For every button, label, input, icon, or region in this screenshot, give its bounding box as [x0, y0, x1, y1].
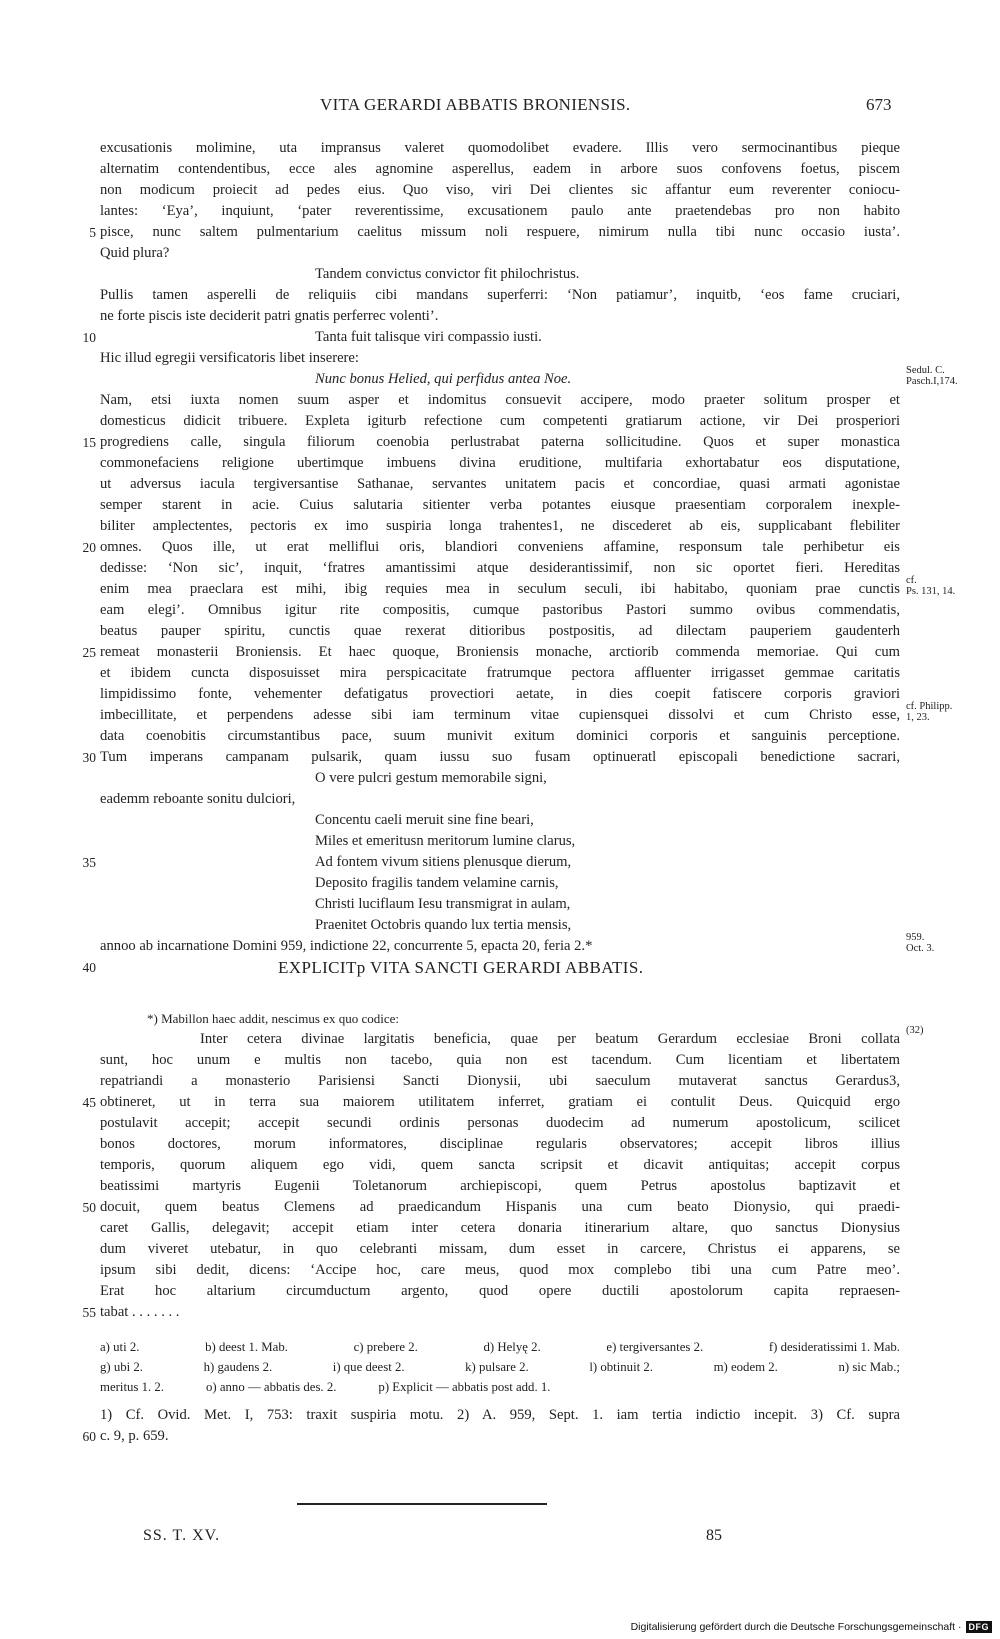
apparatus-line — [100, 1357, 900, 1377]
text-line — [100, 1071, 900, 1092]
text-line — [100, 390, 900, 411]
line-text: Concentu caeli meruit sine fine beari, — [315, 812, 534, 828]
line-number: 30 — [82, 750, 96, 765]
reference-notes — [82, 1405, 900, 1447]
text-line — [100, 831, 900, 852]
line-text: repatriandi a monasterio Parisiensi Sancti Dionysii, ubi saeculum mutaverat sanctus Gerardus3, — [100, 1073, 900, 1089]
text-line — [82, 642, 900, 663]
text-line — [100, 621, 900, 642]
line-text: c. 9, p. 659. — [100, 1428, 169, 1444]
line-text: biliter amplectentes, pectoris ex imo suspiria longa trahentes1, ne discederet ab eis, supplicabant flebiliter — [100, 518, 900, 534]
text-line — [100, 159, 900, 180]
text-line — [100, 474, 900, 495]
line-text: commonefaciens religione ubertimque imbuens divina eruditione, multifaria exhortabatur eos disputatione, — [100, 455, 900, 471]
line-text: tabat . . . . . . . — [100, 1304, 180, 1320]
apparatus-entry: i) que deest 2. — [332, 1360, 405, 1374]
line-text: ne forte piscis iste deciderit patri gnatis perferrec volenti’. — [100, 308, 439, 324]
apparatus-entry: h) gaudens 2. — [203, 1360, 273, 1374]
line-text: Praenitet Octobris quando lux tertia mensis, — [315, 917, 572, 933]
text-line — [89, 222, 900, 243]
line-text: non modicum proiecit ad pedes eius. Quo viso, viri Dei clientes sic affantur eum reverenter coniocu- — [100, 182, 900, 198]
text-line — [100, 932, 935, 957]
line-number: 50 — [82, 1200, 96, 1215]
line-text: Tum imperans campanam pulsarik, quam iussu suo fusam optinueratl episcopali benedictione sacrari, — [100, 749, 900, 765]
addendum-note: *) Mabillon haec addit, nescimus ex quo codice: — [147, 1011, 399, 1026]
line-text: enim mea praeclara est mihi, ibig requies mea in seculum seculi, ibi habitabo, quoniam prae cunctis — [100, 581, 900, 597]
text-line — [100, 1176, 900, 1197]
line-text: domesticus didicit tribuere. Expleta igiturb refectione cum competenti gratiarum actione, vir Dei prosperiori — [100, 413, 900, 429]
text-line — [82, 537, 900, 558]
text-line — [100, 894, 900, 915]
line-text: Christi luciflaum Iesu transmigrat in aulam, — [315, 896, 571, 912]
text-line — [100, 1113, 900, 1134]
text-line — [100, 768, 900, 789]
line-text: data coenobitis circumstantibus pace, suum munivit exitum dominici corporis et sanguinis perceptione. — [100, 728, 900, 744]
apparatus-entry: a) uti 2. — [100, 1340, 140, 1354]
line-text: remeat monasterii Broniensis. Et haec quoque, Broniensis monache, arctiorib commenda memoriae. Qui cum — [100, 644, 900, 660]
line-text: pisce, nunc saltem pulmentarium caelitus missum noli respuere, nimirum nulla tibi nunc occasio iusta’. — [100, 224, 900, 240]
page-footer — [0, 1527, 1000, 1551]
line-number: 35 — [82, 855, 96, 870]
text-line — [100, 495, 900, 516]
sheet-number: 85 — [706, 1527, 722, 1544]
apparatus-entry: m) eodem 2. — [713, 1360, 778, 1374]
apparatus-entry: n) sic Mab.; — [838, 1360, 900, 1374]
line-text: 1) Cf. Ovid. Met. I, 753: traxit suspiria motu. 2) A. 959, Sept. 1. iam tertia indictio incepit. 3) Cf. supra — [100, 1407, 900, 1423]
line-text: Nam, etsi iuxta nomen suum asper et indomitus consuevit accipere, modo praeter solitum prosper et — [100, 392, 900, 408]
volume-signature: SS. T. XV. — [143, 1527, 221, 1544]
text-line — [82, 327, 900, 348]
line-text: Quid plura? — [100, 245, 170, 261]
line-text: Hic illud egregii versificatoris libet inserere: — [100, 350, 359, 366]
page-header — [0, 95, 1000, 121]
text-line — [100, 663, 900, 684]
line-text: Ad fontem vivum sitiens plenusque dierum, — [315, 854, 572, 870]
line-text: eademm reboante sonitu dulciori, — [100, 791, 296, 807]
text-line — [100, 789, 900, 810]
line-number: 55 — [82, 1305, 96, 1320]
text-line — [100, 285, 900, 306]
apparatus-entry: e) tergiversantes 2. — [606, 1340, 704, 1354]
line-text: dum viveret utebatur, in quo celebranti missam, dum esset in carcere, Christus ei apparens, se — [100, 1241, 900, 1257]
page-number: 673 — [866, 95, 892, 114]
text-line — [100, 1155, 900, 1176]
text-line — [100, 306, 900, 327]
line-text: semper starent in acie. Cuius salutaria sitienter verba potantes eiusque praesentiam corporalem inexple- — [100, 497, 900, 513]
line-text: Erat hoc altarium circumductum argento, quod opere ductili apostolorum capita repraesen- — [100, 1283, 900, 1299]
text-line — [100, 1239, 900, 1260]
text-line — [82, 852, 900, 873]
apparatus-entry: meritus 1. 2. — [100, 1380, 164, 1394]
marginal-note: cf. Ps. 131, 14. — [906, 575, 956, 597]
line-text: docuit, quem beatus Clemens ad praedicandum Hispanis una cum beato Dionysio, qui praedi- — [100, 1199, 900, 1215]
line-text: dedisse: ‘Non sic’, inquit, ‘fratres amantissimi atque desiderantissimif, non sic oportet fieri. Hereditas — [100, 560, 900, 576]
credit-text: Digitalisierung gefördert durch die Deutsche Forschungsgemeinschaft · — [630, 1621, 962, 1633]
text-line — [82, 1426, 900, 1447]
text-line — [82, 1092, 900, 1113]
line-text: caret Gallis, delegavit; accepit etiam inter cetera donaria itinerarium altare, quo sanctus Dionysius — [100, 1220, 900, 1236]
line-text: bonos doctores, morum informatores, disciplinae regularis observatores; accepit libros illius — [100, 1136, 900, 1152]
line-text: obtineret, ut in terra sua maiorem utilitatem inferret, gratiam ei contulit Deus. Quicquid ergo — [100, 1094, 900, 1110]
main-text — [82, 138, 958, 978]
line-text: Nunc bonus Helied, qui perfidus antea Noe. — [315, 371, 572, 387]
text-line — [100, 1260, 900, 1281]
apparatus-entry: d) Helyę 2. — [483, 1340, 541, 1354]
line-text: ipsum sibi dedit, dicens: ‘Accipe hoc, care meus, quod mox complebo tibi una cum Patre meo’. — [100, 1262, 900, 1278]
text-line — [100, 915, 900, 936]
text-line — [100, 810, 900, 831]
line-text: limpidissimo fonte, vehementer defatigatus provectiori aetate, in dies coepit fatiscere corporis graviori — [100, 686, 900, 702]
apparatus-entry: b) deest 1. Mab. — [205, 1340, 288, 1354]
apparatus-entry: o) anno — abbatis des. 2. — [205, 1380, 337, 1394]
text-line — [100, 180, 900, 201]
text-line — [100, 411, 900, 432]
line-number: 45 — [82, 1095, 96, 1110]
line-number: 25 — [82, 645, 96, 660]
footer-rule — [297, 1503, 547, 1505]
text-line — [100, 1025, 924, 1050]
line-text: progrediens calle, singula filiorum coenobia perlustrabat paterna sollicitudine. Quos et super monastica — [100, 434, 900, 450]
line-text: Tanta fuit talisque viri compassio iusti. — [315, 329, 542, 345]
marginal-note: 959. Oct. 3. — [906, 932, 935, 954]
text-line — [82, 747, 900, 768]
text-line — [100, 701, 953, 726]
line-number: 15 — [82, 435, 96, 450]
line-text: imbecillitate, et perpendens adesse sibi iam terminum vitae cupiensquei dissolvi et cum Christo esse, — [100, 707, 900, 723]
text-line — [100, 201, 900, 222]
critical-apparatus — [100, 1337, 900, 1397]
apparatus-line — [100, 1337, 900, 1357]
text-line — [100, 1281, 900, 1302]
line-text: Tandem convictus convictor fit philochristus. — [315, 266, 580, 282]
text-line — [100, 264, 900, 285]
line-text: omnes. Quos ille, ut erat melliflui oris, blandiori conveniens affamine, responsum tale perhibetur eis — [100, 539, 900, 555]
marginal-note: (32) — [906, 1025, 924, 1036]
apparatus-entry: p) Explicit — abbatis post add. 1. — [378, 1380, 551, 1394]
line-text: excusationis molimine, uta impransus valeret quomodolibet evadere. Illis vero sermocinantibus pieque — [100, 140, 900, 156]
line-text: temporis, quorum aliquem ego vidi, quem sancta scripsit et dicavit antiquitas; accepit corpus — [100, 1157, 900, 1173]
apparatus-entry: f) desideratissimi 1. Mab. — [768, 1340, 900, 1354]
digitization-credit — [631, 1618, 992, 1636]
text-line — [100, 873, 900, 894]
text-line — [100, 243, 900, 264]
text-line — [100, 1218, 900, 1239]
text-line — [82, 957, 900, 978]
line-text: ut adversus iacula tergiversantise Sathanae, servantes unitatem pacis et concordiae, quasi armati agonistae — [100, 476, 900, 492]
apparatus-line — [100, 1377, 900, 1397]
text-line — [100, 453, 900, 474]
line-text: O vere pulcri gestum memorabile signi, — [315, 770, 547, 786]
line-text: alternatim contendentibus, ecce ales agnomine asperellus, eadem in arbore suos confovens foetus, piscem — [100, 161, 900, 177]
line-text: Pullis tamen asperelli de reliquiis cibi mandans superferri: ‘Non patiamur’, inquitb, ‘eos fame cruciari, — [100, 287, 900, 303]
text-line — [100, 575, 956, 600]
line-number: 5 — [89, 225, 96, 240]
text-line — [82, 432, 900, 453]
line-text: postulavit accepit; accepit secundi ordinis personas duodecim ad numerum apostolicum, scilicet — [100, 1115, 900, 1131]
line-text: beatus pauper spiritu, cunctis quae rexerat ditioribus postpositis, ad dilectam pauperiem gaudenterh — [100, 623, 900, 639]
apparatus-entry: g) ubi 2. — [100, 1360, 144, 1374]
line-text: EXPLICITp VITA SANCTI GERARDI ABBATIS. — [278, 958, 644, 977]
dfg-logo: DFG — [966, 1621, 993, 1633]
line-text: eam elegi’. Omnibus igitur rite compositis, cumque pastoribus Pastori summo ovibus commendatis, — [100, 602, 900, 618]
text-line — [100, 684, 900, 705]
running-title: VITA GERARDI ABBATIS BRONIENSIS. — [320, 95, 631, 114]
line-text: Miles et emeritusn meritorum lumine clarus, — [315, 833, 576, 849]
line-text: beatissimi martyris Eugenii Toletanorum archiepiscopi, quem Petrus apostolus baptizavit et — [100, 1178, 900, 1194]
marginal-note: Sedul. C. Pasch.I,174. — [906, 365, 958, 387]
addendum-text — [82, 1008, 924, 1323]
line-number: 60 — [82, 1429, 96, 1444]
text-line — [100, 726, 900, 747]
marginal-note: cf. Philipp. 1, 23. — [906, 701, 953, 723]
text-line — [100, 365, 958, 390]
text-line — [100, 138, 900, 159]
line-number: 20 — [82, 540, 96, 555]
line-text: et ibidem cuncta disposuisset mira perspicacitate fratrumque pectora affluenter irrigasset gemmae caritatis — [100, 665, 900, 681]
line-text: sunt, hoc unum e multis non tacebo, quia non est tacendum. Cum licentiam et libertatem — [100, 1052, 900, 1068]
text-line — [100, 348, 900, 369]
text-line — [82, 1302, 900, 1323]
apparatus-entry: k) pulsare 2. — [465, 1360, 529, 1374]
text-line — [100, 558, 900, 579]
text-line — [100, 516, 900, 537]
text-line — [100, 600, 900, 621]
line-text: Inter cetera divinae largitatis beneficia, quae per beatum Gerardum ecclesiae Broni collata — [200, 1031, 900, 1047]
line-number: 40 — [82, 960, 96, 975]
text-line — [100, 1050, 900, 1071]
apparatus-entry: l) obtinuit 2. — [589, 1360, 653, 1374]
line-text: Deposito fragilis tandem velamine carnis, — [315, 875, 559, 891]
line-text: annoo ab incarnatione Domini 959, indictione 22, concurrente 5, epacta 20, feria 2.* — [100, 938, 593, 954]
text-line — [100, 1134, 900, 1155]
line-text: lantes: ‘Eya’, inquiunt, ‘pater reverentissime, excusationem paulo ante praetendebas pro non habito — [100, 203, 900, 219]
apparatus-entry: c) prebere 2. — [353, 1340, 418, 1354]
line-number: 10 — [82, 330, 96, 345]
text-line — [82, 1197, 900, 1218]
text-line — [100, 1405, 900, 1426]
